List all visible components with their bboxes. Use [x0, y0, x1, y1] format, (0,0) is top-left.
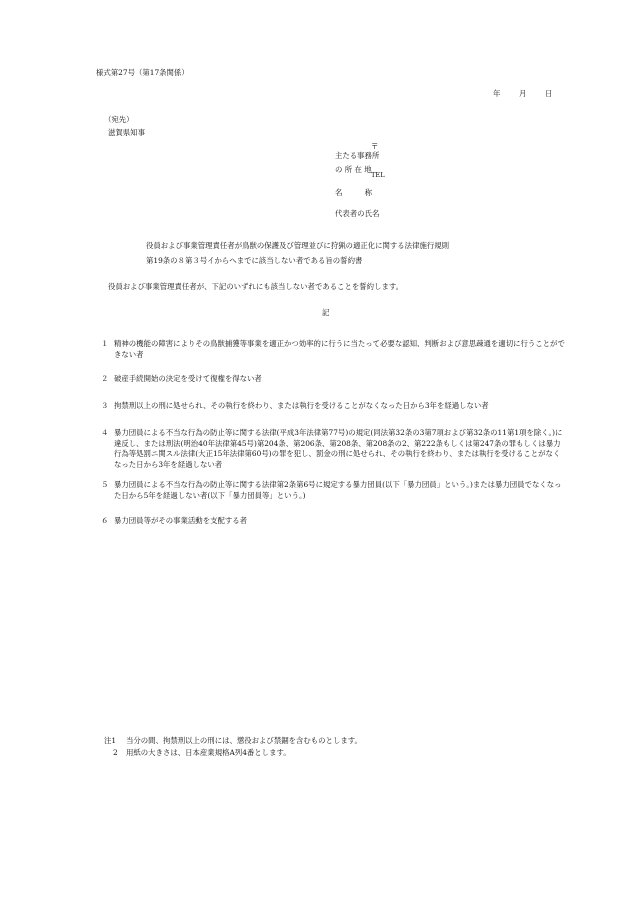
pledge-text: 役員および事業管理責任者が、下記のいずれにも該当しない者であることを誓約します。 [108, 282, 404, 291]
item-text: 暴力団員による不当な行為の防止等に関する法律第2条第6号に規定する暴力団員(以下「暴力団員」という。)または暴力団員でなくなった日から5年を経過しない者(以下「暴力団員等」という。) [114, 480, 562, 500]
list-item [114, 401, 574, 412]
representative-label: 代表者の氏名 [335, 209, 380, 218]
item-text: 拘禁刑以上の刑に処せられ、その執行を終わり、または執行を受けることがなくなった日から3年を経過しない者 [114, 401, 489, 410]
list-item [114, 480, 566, 501]
note-label-2: 2 [113, 748, 118, 757]
item-number: ３ [101, 401, 109, 410]
office-label: 主たる事務所 [335, 151, 380, 160]
list-item [114, 374, 566, 385]
location-label: の 所 在 地 [335, 165, 372, 174]
date-day: 日 [545, 89, 553, 98]
list-item [114, 428, 566, 471]
date-month: 月 [519, 89, 527, 98]
name-label: 名 称 [335, 188, 372, 197]
list-item [114, 339, 566, 360]
addressee: 滋賀県知事 [108, 128, 145, 137]
title-line-2: 第19条の８第３号イからへまでに該当しない者である旨の誓約書 [146, 256, 363, 265]
item-number: ５ [101, 480, 109, 489]
addressee-label: （宛先） [104, 115, 134, 124]
item-text: 破産手続開始の決定を受けて復権を得ない者 [114, 374, 262, 383]
form-number: 様式第27号（第17条関係） [96, 68, 189, 77]
item-text: 精神の機能の障害によりその鳥獣捕獲等事業を適正かつ効率的に行うに当たって必要な認知、判断および意思疎通を適切に行うことができない者 [114, 339, 565, 359]
note-text-2: 用紙の大きさは、日本産業規格A列4番とします。 [126, 748, 291, 757]
item-text: 暴力団員による不当な行為の防止等に関する法律(平成3年法律第77号)の規定(同法第32条の3第7項および第32条の11第1項を除く。)に違反し、または刑法(明治40年法律第45号)第204条、第206条、第208条、第208条の2、第222条もしくは第247条の罪もしくは暴力行為等処罰ニ関スル法律(大正15年法律第60号)の罪を犯し、罰金の刑に処せられ、その執行を終わり、または執行を受けることがなくなった日から3年を経過しない者 [114, 428, 563, 470]
item-number: １ [101, 339, 109, 348]
title-line-1: 役員および事業管理責任者が鳥獣の保護及び管理並びに狩猟の適正化に関する法律施行規則 [146, 241, 450, 250]
item-number: ６ [101, 516, 109, 525]
item-number: ４ [101, 428, 109, 437]
note-label-1: 注1 [104, 736, 117, 745]
date-year: 年 [493, 89, 501, 98]
list-item [114, 516, 566, 527]
ki-heading: 記 [322, 308, 330, 317]
postal-mark: 〒 [371, 142, 379, 151]
item-text: 暴力団員等がその事業活動を支配する者 [114, 516, 248, 525]
note-text-1: 当分の間、拘禁刑以上の刑には、懲役および禁錮を含むものとします。 [126, 736, 362, 745]
item-number: ２ [101, 374, 109, 383]
tel-label: TEL [371, 171, 385, 179]
